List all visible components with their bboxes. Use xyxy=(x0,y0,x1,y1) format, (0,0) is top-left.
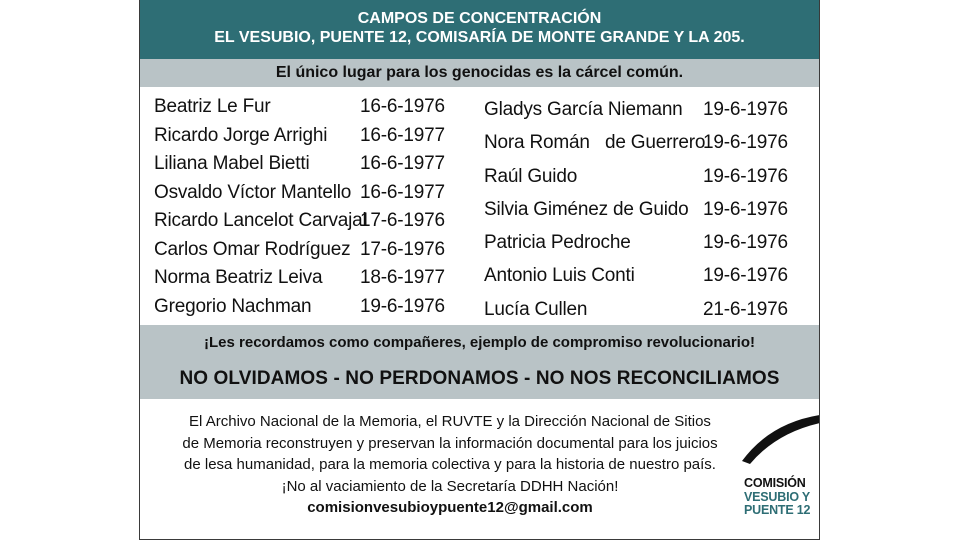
header-title-line1: CAMPOS DE CONCENTRACIÓN xyxy=(357,10,602,27)
name-row xyxy=(154,207,466,236)
header-title-line2: EL VESUBIO, PUENTE 12, COMISARÍA DE MONTE GRANDE Y LA 205. xyxy=(214,29,745,46)
person-name: Patricia Pedroche xyxy=(484,232,631,254)
person-date: 21-6-1976 xyxy=(703,298,788,320)
person-date: 19-6-1976 xyxy=(703,265,788,287)
person-name: Lucía Cullen xyxy=(484,298,588,320)
person-name: Gregorio Nachman xyxy=(154,295,312,317)
memorial-notice xyxy=(139,0,820,540)
person-name: Raúl Guido xyxy=(484,165,578,187)
name-row xyxy=(484,193,804,226)
name-row xyxy=(484,293,804,326)
comision-logo xyxy=(740,409,820,524)
contact-email: comisionvesubioypuente12@gmail.com xyxy=(307,499,593,516)
logo-line3: PUENTE 12 xyxy=(744,503,811,517)
names-column-right xyxy=(484,93,804,326)
name-row xyxy=(154,236,466,265)
person-date: 17-6-1976 xyxy=(360,238,445,260)
person-name: Nora Román de Guerrero xyxy=(484,132,706,154)
person-name: Liliana Mabel Bietti xyxy=(154,153,310,174)
name-row xyxy=(154,93,466,122)
person-name: Ricardo Jorge Arrighi xyxy=(154,124,328,146)
logo-line2: VESUBIO Y xyxy=(744,490,811,504)
name-row xyxy=(484,126,804,159)
person-date: 16-6-1977 xyxy=(360,124,445,146)
person-date: 18-6-1977 xyxy=(360,267,445,288)
person-name: Beatriz Le Fur xyxy=(154,96,271,117)
name-row xyxy=(484,259,804,292)
name-row xyxy=(484,226,804,259)
footer-line: ¡No al vaciamiento de la Secretaría DDHH Nación! xyxy=(281,477,619,495)
person-name: Silvia Giménez de Guido xyxy=(484,198,689,220)
name-row xyxy=(154,264,466,293)
footer-line: El Archivo Nacional de la Memoria, el RUVTE y la Dirección Nacional de Sitios xyxy=(189,413,711,430)
person-date: 19-6-1976 xyxy=(703,99,788,120)
person-date: 16-6-1976 xyxy=(360,96,445,117)
person-date: 16-6-1977 xyxy=(360,181,445,203)
subheader-banner: El único lugar para los genocidas es la cárcel común. xyxy=(140,59,819,87)
person-date: 17-6-1976 xyxy=(360,210,445,231)
person-date: 19-6-1976 xyxy=(703,165,788,187)
footer-line: de Memoria reconstruyen y preservan la información documental para los juicios xyxy=(182,434,718,452)
arc-logo-icon xyxy=(740,409,820,479)
name-row xyxy=(154,150,466,179)
person-name: Norma Beatriz Leiva xyxy=(154,267,323,288)
name-row xyxy=(484,160,804,193)
footer-text xyxy=(154,411,746,519)
person-name: Carlos Omar Rodríguez xyxy=(154,238,351,260)
names-list xyxy=(140,87,819,325)
person-date: 19-6-1976 xyxy=(703,198,788,220)
person-date: 19-6-1976 xyxy=(703,232,788,254)
slogan: NO OLVIDAMOS - NO PERDONAMOS - NO NOS RECONCILIAMOS xyxy=(179,368,780,389)
remembrance-message: ¡Les recordamos como compañeres, ejemplo de compromiso revolucionario! xyxy=(204,334,755,351)
name-row xyxy=(154,122,466,151)
name-row xyxy=(154,179,466,208)
person-date: 19-6-1976 xyxy=(360,295,445,317)
name-row xyxy=(154,293,466,322)
header-banner xyxy=(140,0,819,59)
person-name: Gladys García Niemann xyxy=(484,99,683,120)
person-date: 16-6-1977 xyxy=(360,153,445,174)
footer xyxy=(140,399,819,540)
person-name: Ricardo Lancelot Carvajal xyxy=(154,210,367,231)
person-name: Antonio Luis Conti xyxy=(484,265,635,287)
names-column-left xyxy=(154,93,466,321)
logo-line1: COMISIÓN xyxy=(744,476,806,490)
footer-line: de lesa humanidad, para la memoria colectiva y para la historia de nuestro país. xyxy=(184,456,716,473)
remembrance-band xyxy=(140,325,819,399)
name-row xyxy=(484,93,804,126)
person-date: 19-6-1976 xyxy=(703,132,788,154)
person-name: Osvaldo Víctor Mantello xyxy=(154,181,352,203)
